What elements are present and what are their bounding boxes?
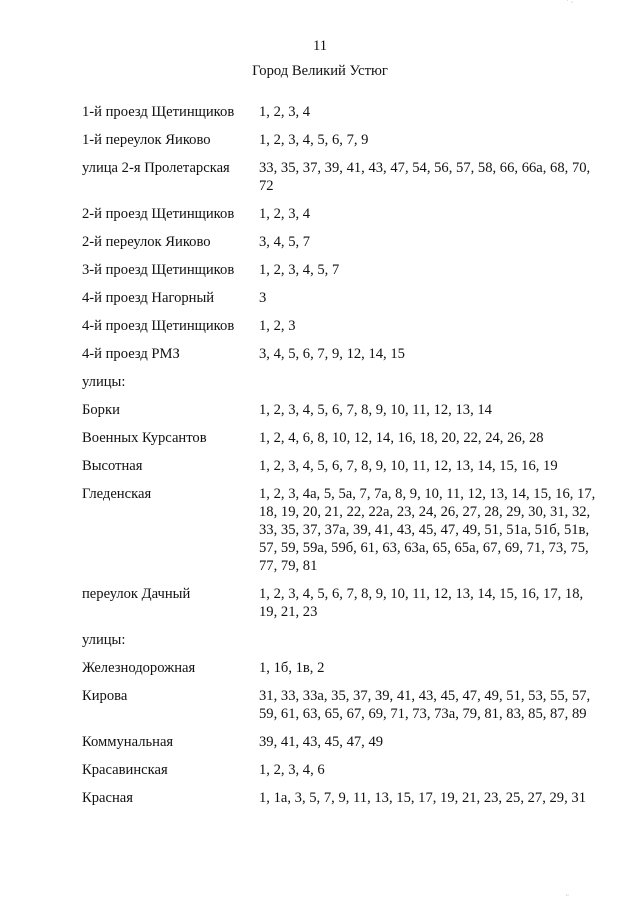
- house-numbers: 3, 4, 5, 7: [259, 234, 311, 250]
- street-name: Гледенская: [82, 486, 152, 502]
- house-numbers: 1, 2, 3, 4, 5, 6, 7, 8, 9, 10, 11, 12, 13, 14, 15, 16, 19: [259, 458, 558, 474]
- house-numbers: 3, 4, 5, 6, 7, 9, 12, 14, 15: [259, 346, 405, 362]
- street-name: Красавинская: [82, 762, 168, 778]
- street-row: [82, 401, 602, 419]
- street-name: 1-й переулок Яиково: [82, 132, 211, 148]
- street-name: Коммунальная: [82, 734, 174, 750]
- street-name: улицы:: [82, 632, 126, 648]
- house-numbers: 1, 2, 4, 6, 8, 10, 12, 14, 16, 18, 20, 22, 24, 26, 28: [259, 430, 544, 446]
- street-row: [82, 429, 602, 447]
- street-row: [82, 457, 602, 475]
- house-numbers: 39, 41, 43, 45, 47, 49: [259, 734, 384, 750]
- street-row: [82, 205, 602, 223]
- street-row: [82, 485, 602, 575]
- house-numbers: 1, 2, 3, 4, 5, 6, 7, 9: [259, 132, 369, 148]
- street-name: 2-й переулок Яиково: [82, 234, 211, 250]
- street-row: [82, 789, 602, 807]
- house-numbers: 1, 2, 3: [259, 318, 296, 334]
- house-numbers: 31, 33, 33а, 35, 37, 39, 41, 43, 45, 47, 49, 51, 53, 55, 57, 59, 61, 63, 65, 67, 69, 71, 73, 73а, 79, 81, 83, 85, 87, 89: [259, 688, 591, 722]
- house-numbers: 33, 35, 37, 39, 41, 43, 47, 54, 56, 57, 58, 66, 66а, 68, 70, 72: [259, 160, 591, 194]
- street-name: Красная: [82, 790, 133, 806]
- street-row: [82, 373, 602, 391]
- street-name: улица 2-я Пролетарская: [82, 160, 230, 176]
- street-row: [82, 761, 602, 779]
- street-row: [82, 289, 602, 307]
- street-name: улицы:: [82, 374, 126, 390]
- street-row: [82, 261, 602, 279]
- street-row: [82, 345, 602, 363]
- street-row: [82, 659, 602, 677]
- city-title: Город Великий Устюг: [252, 63, 388, 79]
- street-row: [82, 585, 602, 621]
- house-numbers: 1, 2, 3, 4, 5, 6, 7, 8, 9, 10, 11, 12, 13, 14, 15, 16, 17, 18, 19, 21, 23: [259, 586, 584, 620]
- house-numbers: 1, 1а, 3, 5, 7, 9, 11, 13, 15, 17, 19, 21, 23, 25, 27, 29, 31: [259, 790, 586, 806]
- street-row: [82, 687, 602, 723]
- house-numbers: 1, 2, 3, 4: [259, 104, 311, 120]
- street-row: [82, 733, 602, 751]
- street-name: 3-й проезд Щетинщиков: [82, 262, 235, 278]
- street-row: [82, 103, 602, 121]
- page-number: 11: [312, 38, 328, 54]
- street-row: [82, 159, 602, 195]
- street-name: 4-й проезд Щетинщиков: [82, 318, 235, 334]
- street-name: Кирова: [82, 688, 128, 704]
- house-numbers: [259, 373, 602, 391]
- house-numbers: [259, 631, 602, 649]
- scan-mark-bottom: ¨: [566, 893, 569, 902]
- house-numbers: 1, 2, 3, 4, 5, 6, 7, 8, 9, 10, 11, 12, 13, 14: [259, 402, 492, 418]
- street-name: Железнодорожная: [82, 660, 196, 676]
- house-numbers: 1, 2, 3, 4а, 5, 5а, 7, 7а, 8, 9, 10, 11, 12, 13, 14, 15, 16, 17, 18, 19, 20, 21, 22, 22а, 23, 24, 26, 27, 28, 29, 30, 31, 32, 33, 35, 37, 37а, 39, 41, 43, 45, 47, 49, 51, 51а, 51б, 51в, 57, 59, 59а, 59б, 61, 63, 63а, 65, 65а, 67, 69, 71, 73, 75, 77, 79, 81: [259, 486, 596, 574]
- street-name: переулок Дачный: [82, 586, 191, 602]
- house-numbers: 1, 2, 3, 4: [259, 206, 311, 222]
- street-row: [82, 631, 602, 649]
- street-name: 4-й проезд Нагорный: [82, 290, 215, 306]
- street-row: [82, 233, 602, 251]
- street-name: 4-й проезд РМЗ: [82, 346, 180, 362]
- street-name: Борки: [82, 402, 120, 418]
- street-name: 1-й проезд Щетинщиков: [82, 104, 235, 120]
- house-numbers: 1, 2, 3, 4, 6: [259, 762, 325, 778]
- house-numbers: 1, 2, 3, 4, 5, 7: [259, 262, 340, 278]
- street-name: 2-й проезд Щетинщиков: [82, 206, 235, 222]
- street-name: Высотная: [82, 458, 143, 474]
- street-name: Военных Курсантов: [82, 430, 207, 446]
- street-row: [82, 131, 602, 149]
- house-numbers: 3: [259, 290, 267, 306]
- street-row: [82, 317, 602, 335]
- street-list: [82, 103, 602, 817]
- house-numbers: 1, 1б, 1в, 2: [259, 660, 325, 676]
- scan-mark-top: ˙ ·: [566, 0, 574, 7]
